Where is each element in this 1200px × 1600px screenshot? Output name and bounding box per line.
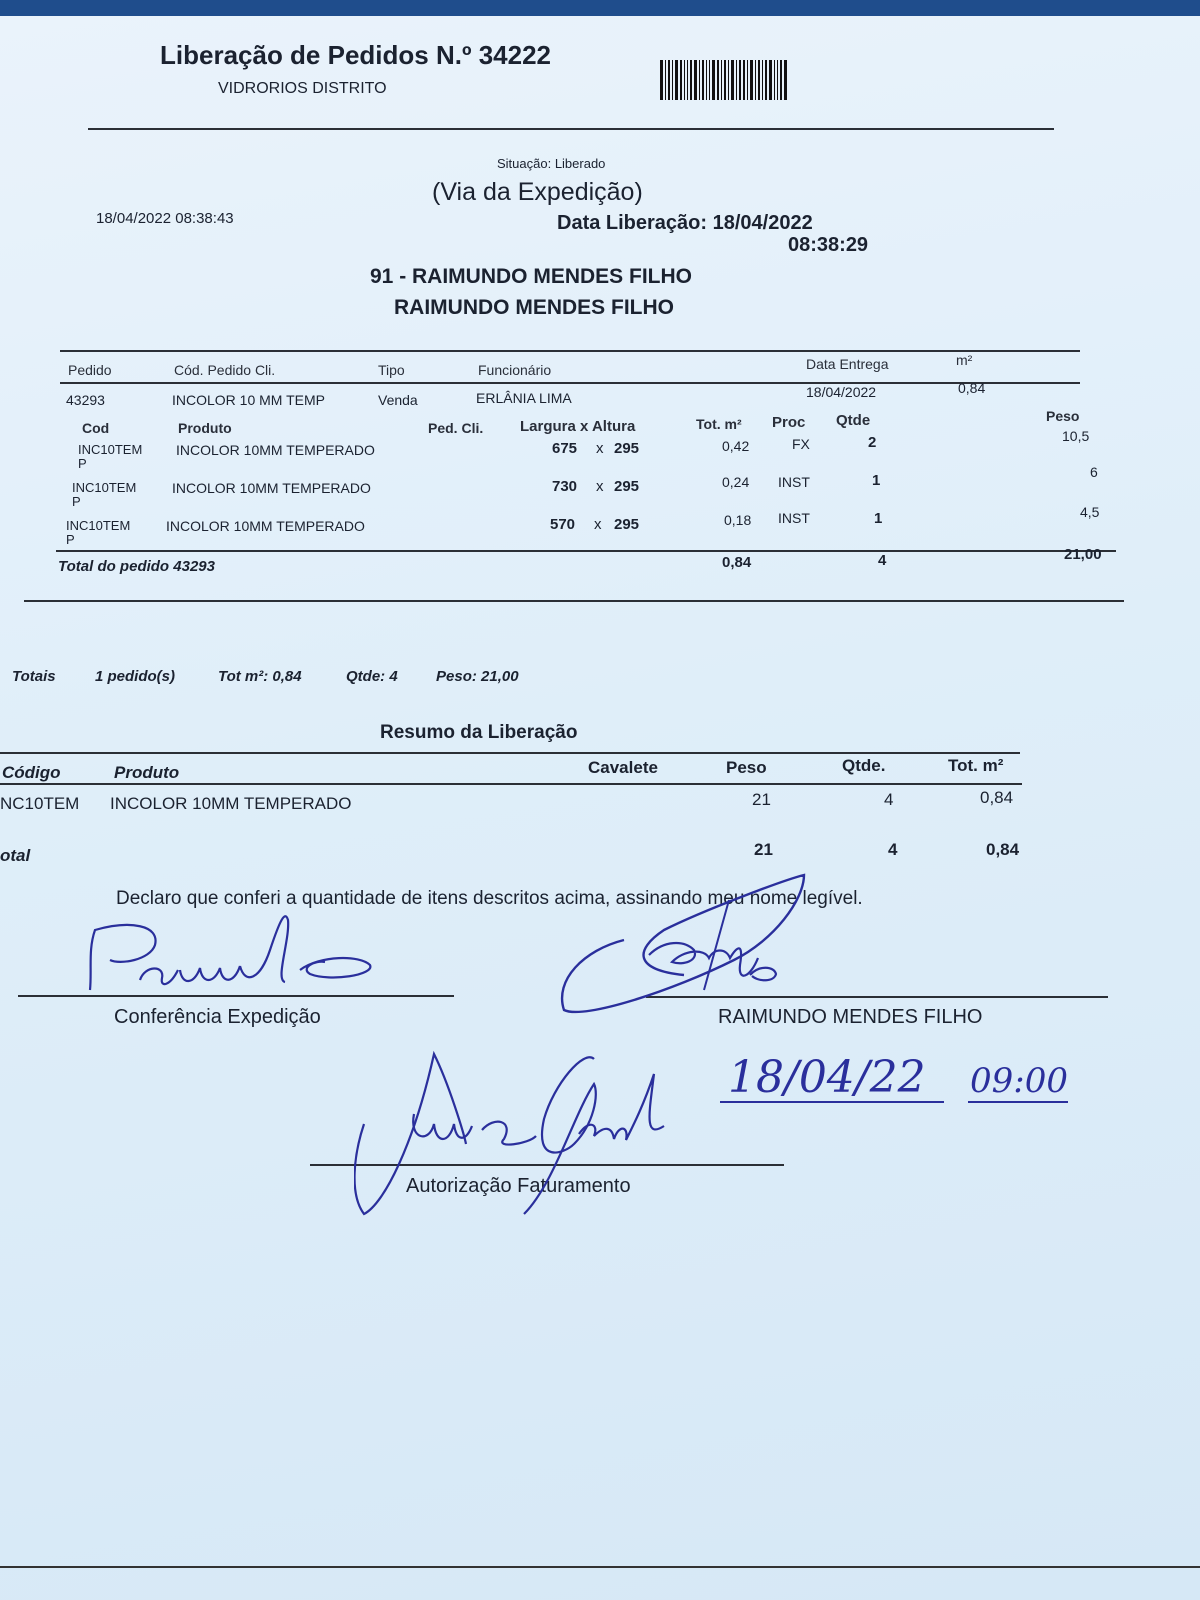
col-m2: m² bbox=[956, 352, 973, 368]
summary-title: Resumo da Liberação bbox=[380, 722, 578, 743]
item-x: x bbox=[596, 440, 604, 457]
item-cod: INC10TEM bbox=[78, 442, 143, 457]
item-cod-suffix: P bbox=[72, 494, 81, 509]
barcode-bar bbox=[728, 60, 729, 100]
col-item-largura-altura: Largura x Altura bbox=[520, 418, 636, 435]
client-signature bbox=[554, 870, 824, 1020]
barcode-bar bbox=[736, 60, 737, 100]
totals-pedidos: 1 pedido(s) bbox=[95, 668, 176, 685]
barcode-bar bbox=[694, 60, 697, 100]
order-m2: 0,84 bbox=[958, 380, 986, 396]
barcode-bar bbox=[660, 60, 663, 100]
item-qtde: 1 bbox=[872, 472, 881, 489]
barcode-bar bbox=[758, 60, 760, 100]
barcode-bar bbox=[747, 60, 748, 100]
handwritten-date: 18/04/22 bbox=[728, 1052, 926, 1103]
col-pedido: Pedido bbox=[68, 362, 112, 378]
item-produto: INCOLOR 10MM TEMPERADO bbox=[172, 480, 371, 496]
order-total-label: Total do pedido 43293 bbox=[58, 558, 215, 575]
summary-codigo: NC10TEM bbox=[0, 794, 80, 813]
order-table-bottom-rule bbox=[24, 600, 1124, 602]
summary-col-cavalete: Cavalete bbox=[588, 758, 658, 777]
barcode-bar bbox=[721, 60, 722, 100]
order-cod-pedido-cli: INCOLOR 10 MM TEMP bbox=[172, 392, 325, 408]
col-data-entrega: Data Entrega bbox=[806, 356, 889, 372]
summary-peso: 21 bbox=[752, 790, 771, 809]
client-signature-label: RAIMUNDO MENDES FILHO bbox=[718, 1006, 983, 1028]
barcode-bar bbox=[743, 60, 745, 100]
release-date: Data Liberação: 18/04/2022 bbox=[557, 212, 813, 234]
order-table-top-rule bbox=[60, 350, 1080, 352]
barcode-bar bbox=[724, 60, 726, 100]
summary-total-tot-m2: 0,84 bbox=[986, 840, 1020, 859]
barcode-bar bbox=[750, 60, 753, 100]
summary-total-qtde: 4 bbox=[888, 840, 898, 859]
item-cod: INC10TEM bbox=[72, 480, 137, 495]
item-qtde: 2 bbox=[868, 434, 877, 451]
col-funcionario: Funcionário bbox=[478, 362, 552, 378]
item-largura: 675 bbox=[552, 440, 578, 457]
barcode-bar bbox=[769, 60, 772, 100]
barcode-bar bbox=[717, 60, 719, 100]
col-item-tot-m2: Tot. m² bbox=[696, 416, 742, 432]
item-tot-m2: 0,24 bbox=[722, 474, 750, 490]
item-proc: INST bbox=[778, 474, 810, 490]
barcode-bar bbox=[699, 60, 700, 100]
company-name: VIDRORIOS DISTRITO bbox=[218, 80, 387, 97]
barcode-bar bbox=[731, 60, 734, 100]
col-tipo: Tipo bbox=[378, 362, 405, 378]
totals-peso: Peso: 21,00 bbox=[436, 668, 519, 685]
handwritten-time: 09:00 bbox=[970, 1061, 1068, 1101]
barcode-bar bbox=[739, 60, 741, 100]
client-name: RAIMUNDO MENDES FILHO bbox=[394, 296, 674, 319]
item-cod: INC10TEM bbox=[66, 518, 131, 533]
summary-qtde: 4 bbox=[884, 790, 894, 809]
summary-col-tot-m2: Tot. m² bbox=[948, 756, 1004, 775]
item-proc: INST bbox=[778, 510, 810, 526]
barcode-bar bbox=[706, 60, 707, 100]
item-peso: 4,5 bbox=[1080, 504, 1100, 520]
col-item-produto: Produto bbox=[178, 420, 232, 436]
status-text: Situação: Liberado bbox=[497, 156, 606, 171]
conferencia-label: Conferência Expedição bbox=[114, 1006, 321, 1028]
item-x: x bbox=[594, 516, 602, 533]
barcode-bar bbox=[780, 60, 782, 100]
col-item-proc: Proc bbox=[772, 414, 806, 431]
barcode-bar bbox=[665, 60, 666, 100]
barcode-bar bbox=[712, 60, 715, 100]
summary-col-qtde: Qtde. bbox=[842, 756, 886, 775]
col-item-qtde: Qtde bbox=[836, 412, 871, 429]
col-item-cod: Cod bbox=[82, 420, 110, 436]
order-total-rule bbox=[56, 550, 1116, 552]
barcode-bar bbox=[762, 60, 763, 100]
item-proc: FX bbox=[792, 436, 810, 452]
barcode-bar bbox=[709, 60, 710, 100]
item-tot-m2: 0,18 bbox=[724, 512, 752, 528]
summary-col-peso: Peso bbox=[726, 758, 767, 777]
item-cod-suffix: P bbox=[78, 456, 87, 471]
document-title: Liberação de Pedidos N.º 34222 bbox=[160, 40, 551, 70]
client-code-name: 91 - RAIMUNDO MENDES FILHO bbox=[370, 265, 693, 288]
barcode-bar bbox=[777, 60, 778, 100]
barcode-bar bbox=[668, 60, 670, 100]
item-produto: INCOLOR 10MM TEMPERADO bbox=[176, 442, 375, 458]
totals-label: Totais bbox=[12, 668, 56, 685]
order-data-entrega: 18/04/2022 bbox=[806, 384, 877, 400]
item-produto: INCOLOR 10MM TEMPERADO bbox=[166, 518, 365, 534]
summary-total-label: otal bbox=[0, 846, 31, 865]
order-total-qtde: 4 bbox=[878, 552, 887, 569]
order-header-rule bbox=[60, 382, 1080, 384]
barcode-bar bbox=[684, 60, 685, 100]
item-largura: 570 bbox=[550, 516, 576, 533]
summary-total-peso: 21 bbox=[754, 840, 773, 859]
conferencia-signature bbox=[70, 910, 390, 1000]
order-tipo: Venda bbox=[378, 392, 418, 408]
summary-header-rule bbox=[0, 783, 1022, 785]
item-largura: 730 bbox=[552, 478, 578, 495]
item-qtde: 1 bbox=[874, 510, 883, 527]
header-divider bbox=[88, 128, 1054, 130]
autorizacao-signature bbox=[354, 1044, 694, 1234]
barcode-bar bbox=[765, 60, 767, 100]
barcode-bar bbox=[675, 60, 678, 100]
totals-m2: Tot m²: 0,84 bbox=[218, 668, 302, 685]
barcode bbox=[660, 60, 824, 100]
item-altura: 295 bbox=[614, 516, 640, 533]
barcode-bar bbox=[690, 60, 692, 100]
summary-col-codigo: Código bbox=[2, 763, 61, 782]
item-cod-suffix: P bbox=[66, 532, 75, 547]
barcode-bar bbox=[774, 60, 775, 100]
barcode-bar bbox=[687, 60, 688, 100]
item-altura: 295 bbox=[614, 440, 640, 457]
summary-produto: INCOLOR 10MM TEMPERADO bbox=[110, 794, 352, 813]
copy-type: (Via da Expedição) bbox=[432, 178, 643, 206]
page-bottom-edge bbox=[0, 1566, 1200, 1568]
item-x: x bbox=[596, 478, 604, 495]
col-item-ped-cli: Ped. Cli. bbox=[428, 420, 484, 436]
order-pedido: 43293 bbox=[66, 392, 105, 408]
item-altura: 295 bbox=[614, 478, 640, 495]
summary-tot-m2: 0,84 bbox=[980, 788, 1014, 807]
summary-col-produto: Produto bbox=[114, 763, 180, 782]
print-datetime: 18/04/2022 08:38:43 bbox=[96, 210, 234, 227]
item-peso: 10,5 bbox=[1062, 428, 1090, 444]
barcode-bar bbox=[755, 60, 756, 100]
order-total-m2: 0,84 bbox=[722, 554, 752, 571]
barcode-bar bbox=[784, 60, 787, 100]
summary-top-rule bbox=[0, 752, 1020, 754]
barcode-bar bbox=[702, 60, 704, 100]
order-total-peso: 21,00 bbox=[1064, 546, 1102, 563]
item-peso: 6 bbox=[1090, 464, 1098, 480]
col-item-peso: Peso bbox=[1046, 408, 1080, 424]
barcode-bar bbox=[680, 60, 682, 100]
barcode-bar bbox=[672, 60, 673, 100]
item-tot-m2: 0,42 bbox=[722, 438, 750, 454]
col-cod-pedido-cli: Cód. Pedido Cli. bbox=[174, 362, 276, 378]
autorizacao-label: Autorização Faturamento bbox=[406, 1175, 631, 1197]
release-time: 08:38:29 bbox=[788, 234, 869, 256]
totals-qtde: Qtde: 4 bbox=[346, 668, 398, 685]
handwritten-date-time bbox=[718, 1042, 1098, 1112]
order-funcionario: ERLÂNIA LIMA bbox=[476, 390, 572, 406]
declaration-text: Declaro que conferi a quantidade de itens descritos acima, assinando meu nome legível. bbox=[116, 888, 863, 909]
